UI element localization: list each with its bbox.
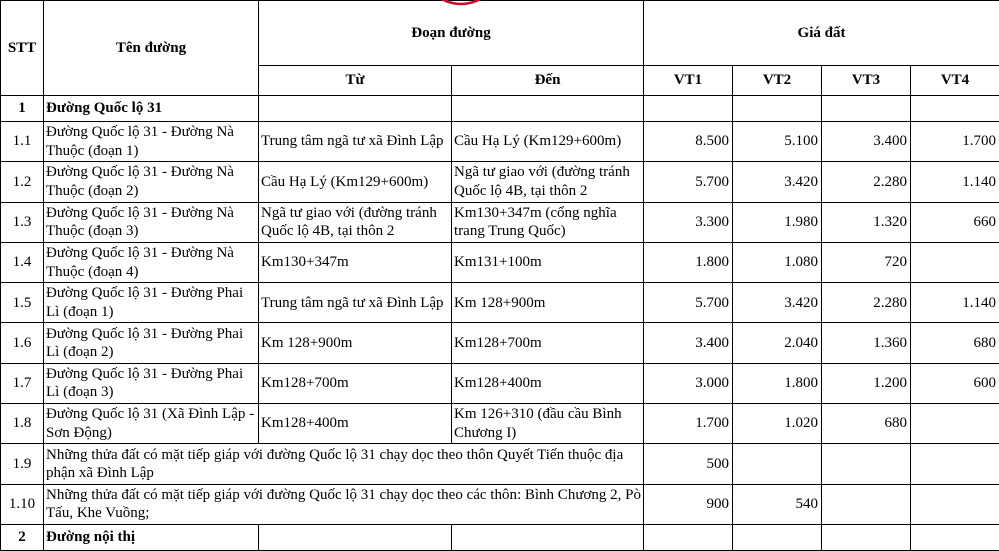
row-from: Trung tâm ngã tư xã Đình Lập [259, 283, 452, 323]
row-vt2: 1.980 [733, 202, 822, 242]
section-row [1, 96, 999, 122]
row-to: Ngã tư giao với (đường tránh Quốc lộ 4B, tại thôn 2 [452, 162, 644, 202]
row-to: Cầu Hạ Lý (Km129+600m) [452, 122, 644, 162]
row-stt: 1.7 [1, 363, 44, 403]
row-stt: 1.10 [1, 484, 44, 524]
row-vt3 [822, 444, 911, 484]
section-stt: 2 [1, 524, 44, 550]
row-stt: 1.5 [1, 283, 44, 323]
row-description: Những thửa đất có mặt tiếp giáp với đường Quốc lộ 31 chạy dọc theo các thôn: Bình Chương 2, Pò Tấu, Khe Vuồng; [44, 484, 644, 524]
row-to: Km131+100m [452, 242, 644, 282]
row-vt4: 1.700 [911, 122, 999, 162]
row-vt2: 1.800 [733, 363, 822, 403]
table-row [1, 202, 999, 242]
row-vt4 [911, 404, 999, 444]
header-ten-duong: Tên đường [44, 1, 259, 96]
row-vt2: 3.420 [733, 283, 822, 323]
row-stt: 1.8 [1, 404, 44, 444]
row-vt1: 8.500 [644, 122, 733, 162]
row-vt4 [911, 242, 999, 282]
row-stt: 1.2 [1, 162, 44, 202]
row-vt2: 2.040 [733, 323, 822, 363]
table-row [1, 162, 999, 202]
row-from: Ngã tư giao với (đường tránh Quốc lộ 4B, tại thôn 2 [259, 202, 452, 242]
row-vt1: 900 [644, 484, 733, 524]
row-vt1: 500 [644, 444, 733, 484]
row-vt1: 5.700 [644, 283, 733, 323]
row-description: Những thửa đất có mặt tiếp giáp với đường Quốc lộ 31 chạy dọc theo thôn Quyết Tiến thuộc địa phận xã Đình Lập [44, 444, 644, 484]
row-vt1: 5.700 [644, 162, 733, 202]
row-from: Km128+400m [259, 404, 452, 444]
section-stt: 1 [1, 96, 44, 122]
row-vt3: 2.280 [822, 162, 911, 202]
table-row [1, 242, 999, 282]
row-vt2: 3.420 [733, 162, 822, 202]
row-from: Km 128+900m [259, 323, 452, 363]
row-vt1: 1.800 [644, 242, 733, 282]
row-vt2 [733, 444, 822, 484]
table-row [1, 404, 999, 444]
row-street-name: Đường Quốc lộ 31 - Đường Nà Thuộc (đoạn 1) [44, 122, 259, 162]
row-to: Km128+700m [452, 323, 644, 363]
row-vt1: 3.300 [644, 202, 733, 242]
table-row [1, 444, 999, 484]
row-vt2: 5.100 [733, 122, 822, 162]
row-vt3: 680 [822, 404, 911, 444]
row-vt3: 720 [822, 242, 911, 282]
header-doan-duong: Đoạn đường [259, 1, 644, 66]
row-to: Km128+400m [452, 363, 644, 403]
row-vt2: 540 [733, 484, 822, 524]
row-from: Cầu Hạ Lý (Km129+600m) [259, 162, 452, 202]
row-street-name: Đường Quốc lộ 31 - Đường Nà Thuộc (đoạn 2) [44, 162, 259, 202]
row-to: Km 128+900m [452, 283, 644, 323]
header-tu: Từ [259, 66, 452, 96]
row-stt: 1.3 [1, 202, 44, 242]
row-vt3: 2.280 [822, 283, 911, 323]
row-vt4: 660 [911, 202, 999, 242]
row-vt4 [911, 484, 999, 524]
row-stt: 1.9 [1, 444, 44, 484]
row-vt2: 1.020 [733, 404, 822, 444]
row-vt2: 1.080 [733, 242, 822, 282]
row-to: Km130+347m (cổng nghĩa trang Trung Quốc) [452, 202, 644, 242]
row-street-name: Đường Quốc lộ 31 - Đường Phai Lì (đoạn 1) [44, 283, 259, 323]
row-street-name: Đường Quốc lộ 31 - Đường Nà Thuộc (đoạn 3) [44, 202, 259, 242]
row-vt1: 3.400 [644, 323, 733, 363]
row-street-name: Đường Quốc lộ 31 - Đường Nà Thuộc (đoạn 4) [44, 242, 259, 282]
table-row [1, 283, 999, 323]
table-row [1, 122, 999, 162]
row-vt4: 1.140 [911, 162, 999, 202]
row-stt: 1.6 [1, 323, 44, 363]
header-gia-dat: Giá đất [644, 1, 999, 66]
row-vt1: 3.000 [644, 363, 733, 403]
row-from: Km130+347m [259, 242, 452, 282]
row-vt3: 1.360 [822, 323, 911, 363]
row-vt3: 1.200 [822, 363, 911, 403]
row-stt: 1.1 [1, 122, 44, 162]
row-to: Km 126+310 (đầu cầu Bình Chương I) [452, 404, 644, 444]
red-seal-stamp [418, 0, 504, 16]
table-row [1, 323, 999, 363]
row-street-name: Đường Quốc lộ 31 - Đường Phai Lì (đoạn 2) [44, 323, 259, 363]
section-name: Đường Quốc lộ 31 [44, 96, 259, 122]
header-vt3: VT3 [822, 66, 911, 96]
row-vt4: 1.140 [911, 283, 999, 323]
row-vt4: 600 [911, 363, 999, 403]
header-vt4: VT4 [911, 66, 999, 96]
seal-icon [418, 0, 504, 16]
section-name: Đường nội thị [44, 524, 259, 550]
row-vt4 [911, 444, 999, 484]
header-den: Đến [452, 66, 644, 96]
header-vt1: VT1 [644, 66, 733, 96]
row-vt4: 680 [911, 323, 999, 363]
header-vt2: VT2 [733, 66, 822, 96]
row-from: Km128+700m [259, 363, 452, 403]
row-vt3 [822, 484, 911, 524]
row-street-name: Đường Quốc lộ 31 (Xã Đình Lập - Sơn Động) [44, 404, 259, 444]
table-row [1, 484, 999, 524]
row-stt: 1.4 [1, 242, 44, 282]
row-vt1: 1.700 [644, 404, 733, 444]
row-vt3: 3.400 [822, 122, 911, 162]
table-row [1, 363, 999, 403]
row-vt3: 1.320 [822, 202, 911, 242]
row-street-name: Đường Quốc lộ 31 - Đường Phai Lì (đoạn 3) [44, 363, 259, 403]
row-from: Trung tâm ngã tư xã Đình Lập [259, 122, 452, 162]
header-stt: STT [1, 1, 44, 96]
section-row [1, 524, 999, 550]
